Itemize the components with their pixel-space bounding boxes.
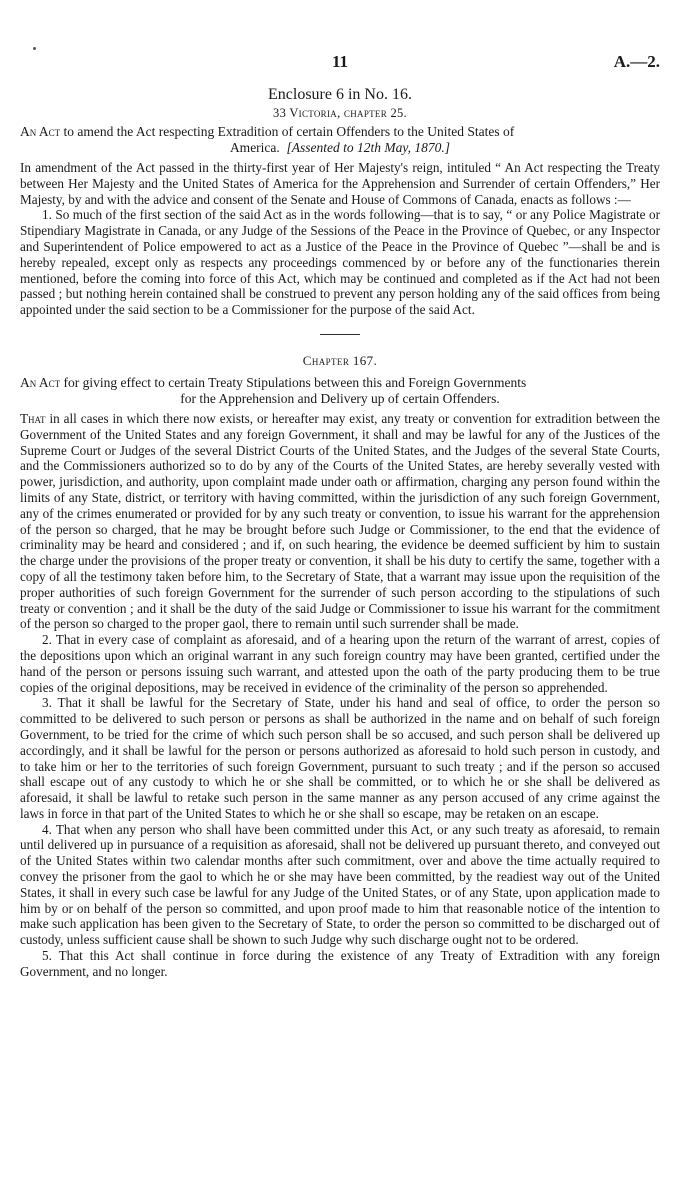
document-page xyxy=(20,52,660,980)
act-title-cont-text: America. xyxy=(229,140,280,155)
section-1: 1. So much of the first section of the said Act as in the words following—that is to say, “ or any Police Magistrate or Stipendiary Magistrate in Canada, or any Judge of the Sessions of the Peace in the Province of Quebec, or any Inspector and Superintendent of Police empowered to act as a Justice of the Peace in the Province of Quebec ”—shall be and is hereby repealed, except only as respects any proceedings commenced by or before any of the functionaries therein mentioned, before the coming into force of this Act, which may be continued and completed as if the Act had not been passed ; but nothing herein contained shall be construed to prevent any person holding any of the said offices from being appointed under the said section to be a Commissioner for the purpose of the said Act. xyxy=(20,207,660,318)
chapter-section-3: 3. That it shall be lawful for the Secretary of State, under his hand and seal of office, to order the person so committed to be delivered to such person or persons as shall be authorized in the name and on behalf of such foreign Government, to be tried for the crime of which such person shall be so accused, and such person shall be delivered up accordingly, and it shall be lawful for the person or persons authorized as aforesaid to hold such person in custody, and to take him or her to the territories of such foreign Government, pursuant to such treaty ; and if the person so accused shall escape out of any custody to which he or she shall be committed, or to which he or she shall be delivered as aforesaid, it shall be lawful to retake such person in the same manner as any person accused of any crime against the laws in force in that part of the United States to which he or she shall so escape, may be retaken on an escape. xyxy=(20,695,660,821)
section-1-text: in all cases in which there now exists, or hereafter may exist, any treaty or convention for extradition between the Government of the United States and any foreign Government, it shall and may be lawful for any of the Justices of the Supreme Court or Judges of the several District Courts of the United States, and the Judges of the several State Courts, and the Commissioners authorized so to do by any of the Courts of the United States, are hereby severally vested with power, jurisdiction, and authority, upon complaint made under oath or affirmation, charging any person found within the limits of any State, district, or territory with having committed, within the jurisdiction of any such foreign Government, any of the crimes enumerated or provided for by any such treaty or convention, to issue his warrant for the apprehension of the person so charged, that he may be brought before such Judge or Commissioner, to the end that the evidence of criminality may be heard and considered ; and if, on such hearing, the evidence be deemed sufficient by him to sustain the charge under the provisions of the proper treaty or convention, it shall be his duty to certify the same, together with a copy of all the testimony taken before him, to the Secretary of State, that a warrant may issue upon the requisition of the proper authorities of such foreign Government for the surrender of such person according to the stipulations of such treaty or convention ; and it shall be the duty of the said Judge or Commissioner to issue his warrant for the commitment of the person so charged to the proper gaol, there to remain until such surrender shall be made. xyxy=(20,410,660,632)
enactment-preamble: In amendment of the Act passed in the thirty-first year of Her Majesty's reign, intituled “ An Act respecting the Treaty between Her Majesty and the United States of America for the Apprehension and Surrender of certain Offenders,” Her Majesty, by and with the advice and consent of the Senate and House of Commons of Canada, enacts as follows :— xyxy=(20,160,660,207)
act-title-1870 xyxy=(20,124,660,156)
enclosure-title: Enclosure 6 in No. 16. xyxy=(268,86,412,103)
act-title-continuation: for the Apprehension and Delivery up of certain Offenders. xyxy=(180,390,500,406)
chapter-section-1 xyxy=(20,411,660,632)
chapter-section-4: 4. That when any person who shall have been committed under this Act, or any such treaty as aforesaid, to remain until delivered up in pursuance of a requisition as aforesaid, shall not be delivered up pursuant thereto, and conveyed out of the United States within two calendar months after such commitment, over and above the time actually required to convey the prisoner from the gaol to which he or she may have been committed, by the readiest way out of the United States, it shall in every such case be lawful for any Judge of the United States, or of any State, upon application made to him by or on behalf of the person so committed, and upon proof made to him that reasonable notice of the intention to make such application has been given to the Secretary of State, to order the person so committed to be discharged out of custody, unless sufficient cause shall be shown to such Judge why such discharge ought not to be ordered. xyxy=(20,821,660,948)
act-title-lead: An Act xyxy=(20,124,61,139)
chapter-heading: Chapter 167. xyxy=(302,352,378,368)
chapter-section-5: 5. That this Act shall continue in force during the existence of any Treaty of Extradition with any foreign Government, and no longer. xyxy=(20,948,660,979)
assent-note: [Assented to 12th May, 1870.] xyxy=(286,140,451,155)
statute-chapter-reference: 33 Victoria, chapter 25. xyxy=(273,106,407,120)
act-title-lead: An Act xyxy=(20,374,61,390)
margin-dot xyxy=(33,47,36,50)
act-title-text: to amend the Act respecting Extradition of certain Offenders to the United States of xyxy=(60,124,515,139)
chapter-section-2: 2. That in every case of complaint as aforesaid, and of a hearing upon the return of the warrant of arrest, copies of the depositions upon which an original warrant in any such foreign country may have been granted, certified under the hand of the person or persons issuing such warrant, and attested upon the oath of the party producing them to be true copies of the original depositions, may be received in evidence of the criminality of the person so apprehended. xyxy=(20,632,660,695)
section-lead-word: That xyxy=(20,410,46,426)
section-divider xyxy=(320,334,360,335)
act-title-text: for giving effect to certain Treaty Stipulations between this and Foreign Governments xyxy=(60,374,527,390)
page-header xyxy=(20,52,660,80)
document-reference: A.—2. xyxy=(613,52,660,71)
act-title-continuation xyxy=(20,140,660,156)
page-number: 11 xyxy=(332,52,349,71)
act-title-chapter-167 xyxy=(20,375,660,407)
